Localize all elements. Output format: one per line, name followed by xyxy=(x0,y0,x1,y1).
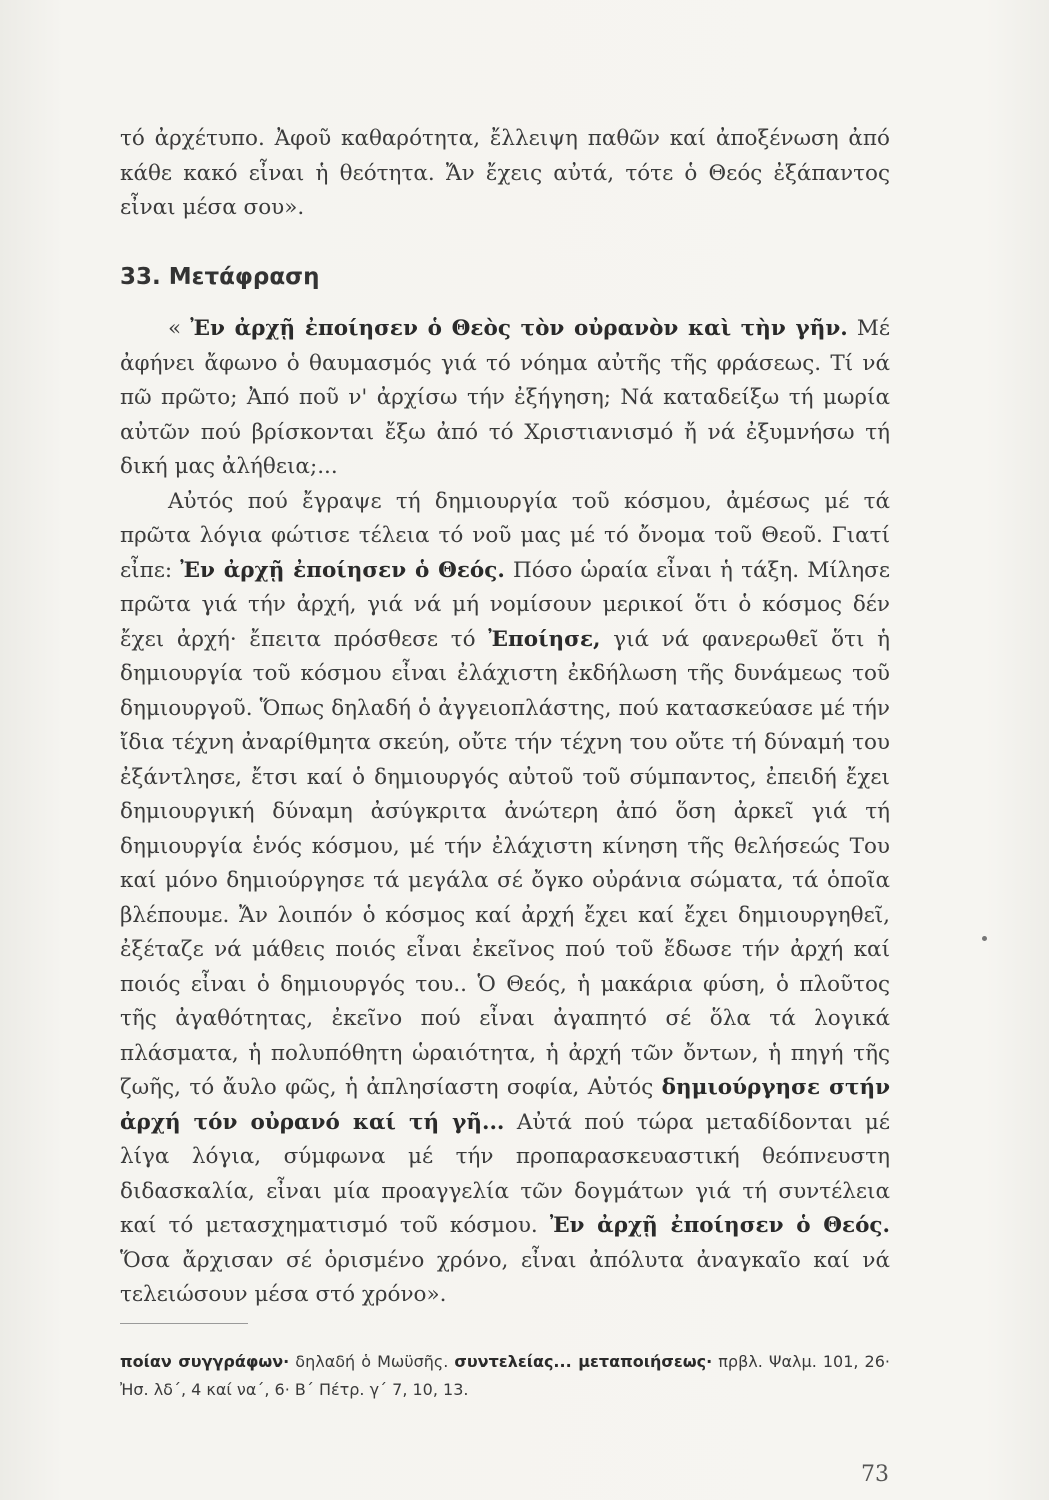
p2-bold-3: δημιούργησε στήν ἀρχή τόν οὐρανό καί τή γῆ... xyxy=(120,1075,890,1135)
p2-bold-2: Ἐποίησε, xyxy=(488,626,601,652)
page-number: 73 xyxy=(861,1462,889,1487)
footnote xyxy=(120,1348,890,1404)
footnote-bold-1: ποίαν συγγράφων· xyxy=(120,1352,290,1371)
quote-open: « xyxy=(168,316,191,341)
p2-text-1: Αὐτός πού ἔγραψε τή δημιουργία τοῦ κόσμου, ἀμέσως μέ τά πρῶτα λόγια φώτισε τέλεια τό νοῦ μας μέ τό ὄνομα τοῦ Θεοῦ. Γιατί εἶπε: xyxy=(120,488,890,583)
p2-text-3: γιά νά φανερωθεῖ ὅτι ἡ δημιουργία τοῦ κόσμου εἶναι ἐλάχιστη ἐκδήλωση τῆς δυνάμεως τοῦ δημιουργοῦ. Ὅπως δηλαδή ὁ ἀγγειοπλάστης, πού κατασκεύασε μέ τήν ἴδια τέχνη ἀναρίθμητα σκεύη, οὔτε τήν τέχνη του οὔτε τή δύναμή του ἐξάντλησε, ἔτσι καί ὁ δημιουργός αὐτοῦ τοῦ σύμπαντος, ἐπειδή ἔχει δημιουργική δύναμη ἀσύγκριτα ἀνώτερη ἀπό ὅση ἀρκεῖ γιά τή δημιουργία ἑνός κόσμου, μέ τήν ἐλάχιστη κίνηση τῆς θελήσεώς Του καί μόνο δημιούργησε τά μεγάλα σέ ὄγκο οὐράνια σώματα, τά ὁποῖα βλέπουμε. Ἄν λοιπόν ὁ κόσμος καί ἀρχή ἔχει καί ἔχει δημιουργηθεῖ, ἐξέταζε νά μάθεις ποιός εἶναι ἐκεῖνος πού τοῦ ἔδωσε τήν ἀρχή καί ποιός εἶναι ὁ δημιουργός του.. Ὁ Θεός, ἡ μακάρια φύση, ὁ πλοῦτος τῆς ἀγαθότητας, ἐκεῖνο πού εἶναι ἀγαπητό σέ ὅλα τά λογικά πλάσματα, ἡ πολυπόθητη ὡραιότητα, ἡ ἀρχή τῶν ὄντων, ἡ πηγή τῆς ζωῆς, τό ἄυλο φῶς, ἡ ἀπλησίαστη σοφία, Αὐτός xyxy=(120,626,890,1100)
p2-text-2: Πόσο ὡραία εἶναι ἡ τάξη. Μίλησε πρῶτα γιά τήν ἀρχή, γιά νά μή νομίσουν μερικοί ὅτι ὁ κόσμος δέν ἔχει ἀρχή· ἔπειτα πρόσθεσε τό xyxy=(120,557,890,652)
section-body xyxy=(120,312,890,1313)
footnote-text-2: πρβλ. Ψαλμ. 101, 26· Ἠσ. λδ΄, 4 καί να΄, 6· Β΄ Πέτρ. γ΄ 7, 10, 13. xyxy=(120,1352,890,1399)
paragraph-1-text: Μέ ἀφήνει ἄφωνο ὁ θαυμασμός γιά τό νόημα αὐτῆς τῆς φράσεως. Τί νά πῶ πρῶτο; Ἀπό ποῦ ν' ἀρχίσω τήν ἐξήγηση; Νά καταδείξω τή μωρία αὐτῶν πού βρίσκονται ἔξω ἀπό τό Χριστιανισμό ἤ νά ἐξυμνήσω τή δική μας ἀλήθεια;... xyxy=(120,316,890,479)
paragraph-2 xyxy=(120,485,890,1313)
paragraph-1 xyxy=(120,312,890,485)
intro-text: τό ἀρχέτυπο. Ἀφοῦ καθαρότητα, ἔλλειψη παθῶν καί ἀποξένωση ἀπό κάθε κακό εἶναι ἡ θεότητα. Ἄν ἔχεις αὐτά, τότε ὁ Θεός ἐξάπαντος εἶναι μέσα σου». xyxy=(120,126,890,220)
p2-bold-1: Ἐν ἀρχῇ ἐποίησεν ὁ Θεός. xyxy=(180,557,505,583)
p2-text-4: Αὐτά πού τώρα μεταδίδονται μέ λίγα λόγια, σύμφωνα μέ τήν προπαρασκευαστική θεόπνευστη διδασκαλία, εἶναι μία προαγγελία τῶν δογμάτων γιά τή συντέλεια καί τό μετασχηματισμό τοῦ κόσμου. xyxy=(120,1109,890,1238)
intro-paragraph xyxy=(120,122,890,226)
section-heading: 33. Μετάφραση xyxy=(120,264,320,290)
footnote-divider xyxy=(120,1323,248,1324)
footnote-text-1: δηλαδή ὁ Μωϋσῆς. xyxy=(289,1352,455,1371)
margin-dot xyxy=(982,936,987,941)
footnote-bold-2: συντελείας... μεταποιήσεως· xyxy=(454,1352,713,1371)
genesis-quote: Ἐν ἀρχῇ ἐποίησεν ὁ Θεὸς τὸν οὐρανὸν καὶ τὴν γῆν. xyxy=(190,316,848,341)
p2-bold-4: Ἐν ἀρχῇ ἐποίησεν ὁ Θεός. xyxy=(549,1213,891,1238)
p2-text-5: Ὅσα ἄρχισαν σέ ὁρισμένο χρόνο, εἶναι ἀπόλυτα ἀναγκαῖο καί νά τελειώσουν μέσα στό χρόνο». xyxy=(120,1247,890,1307)
